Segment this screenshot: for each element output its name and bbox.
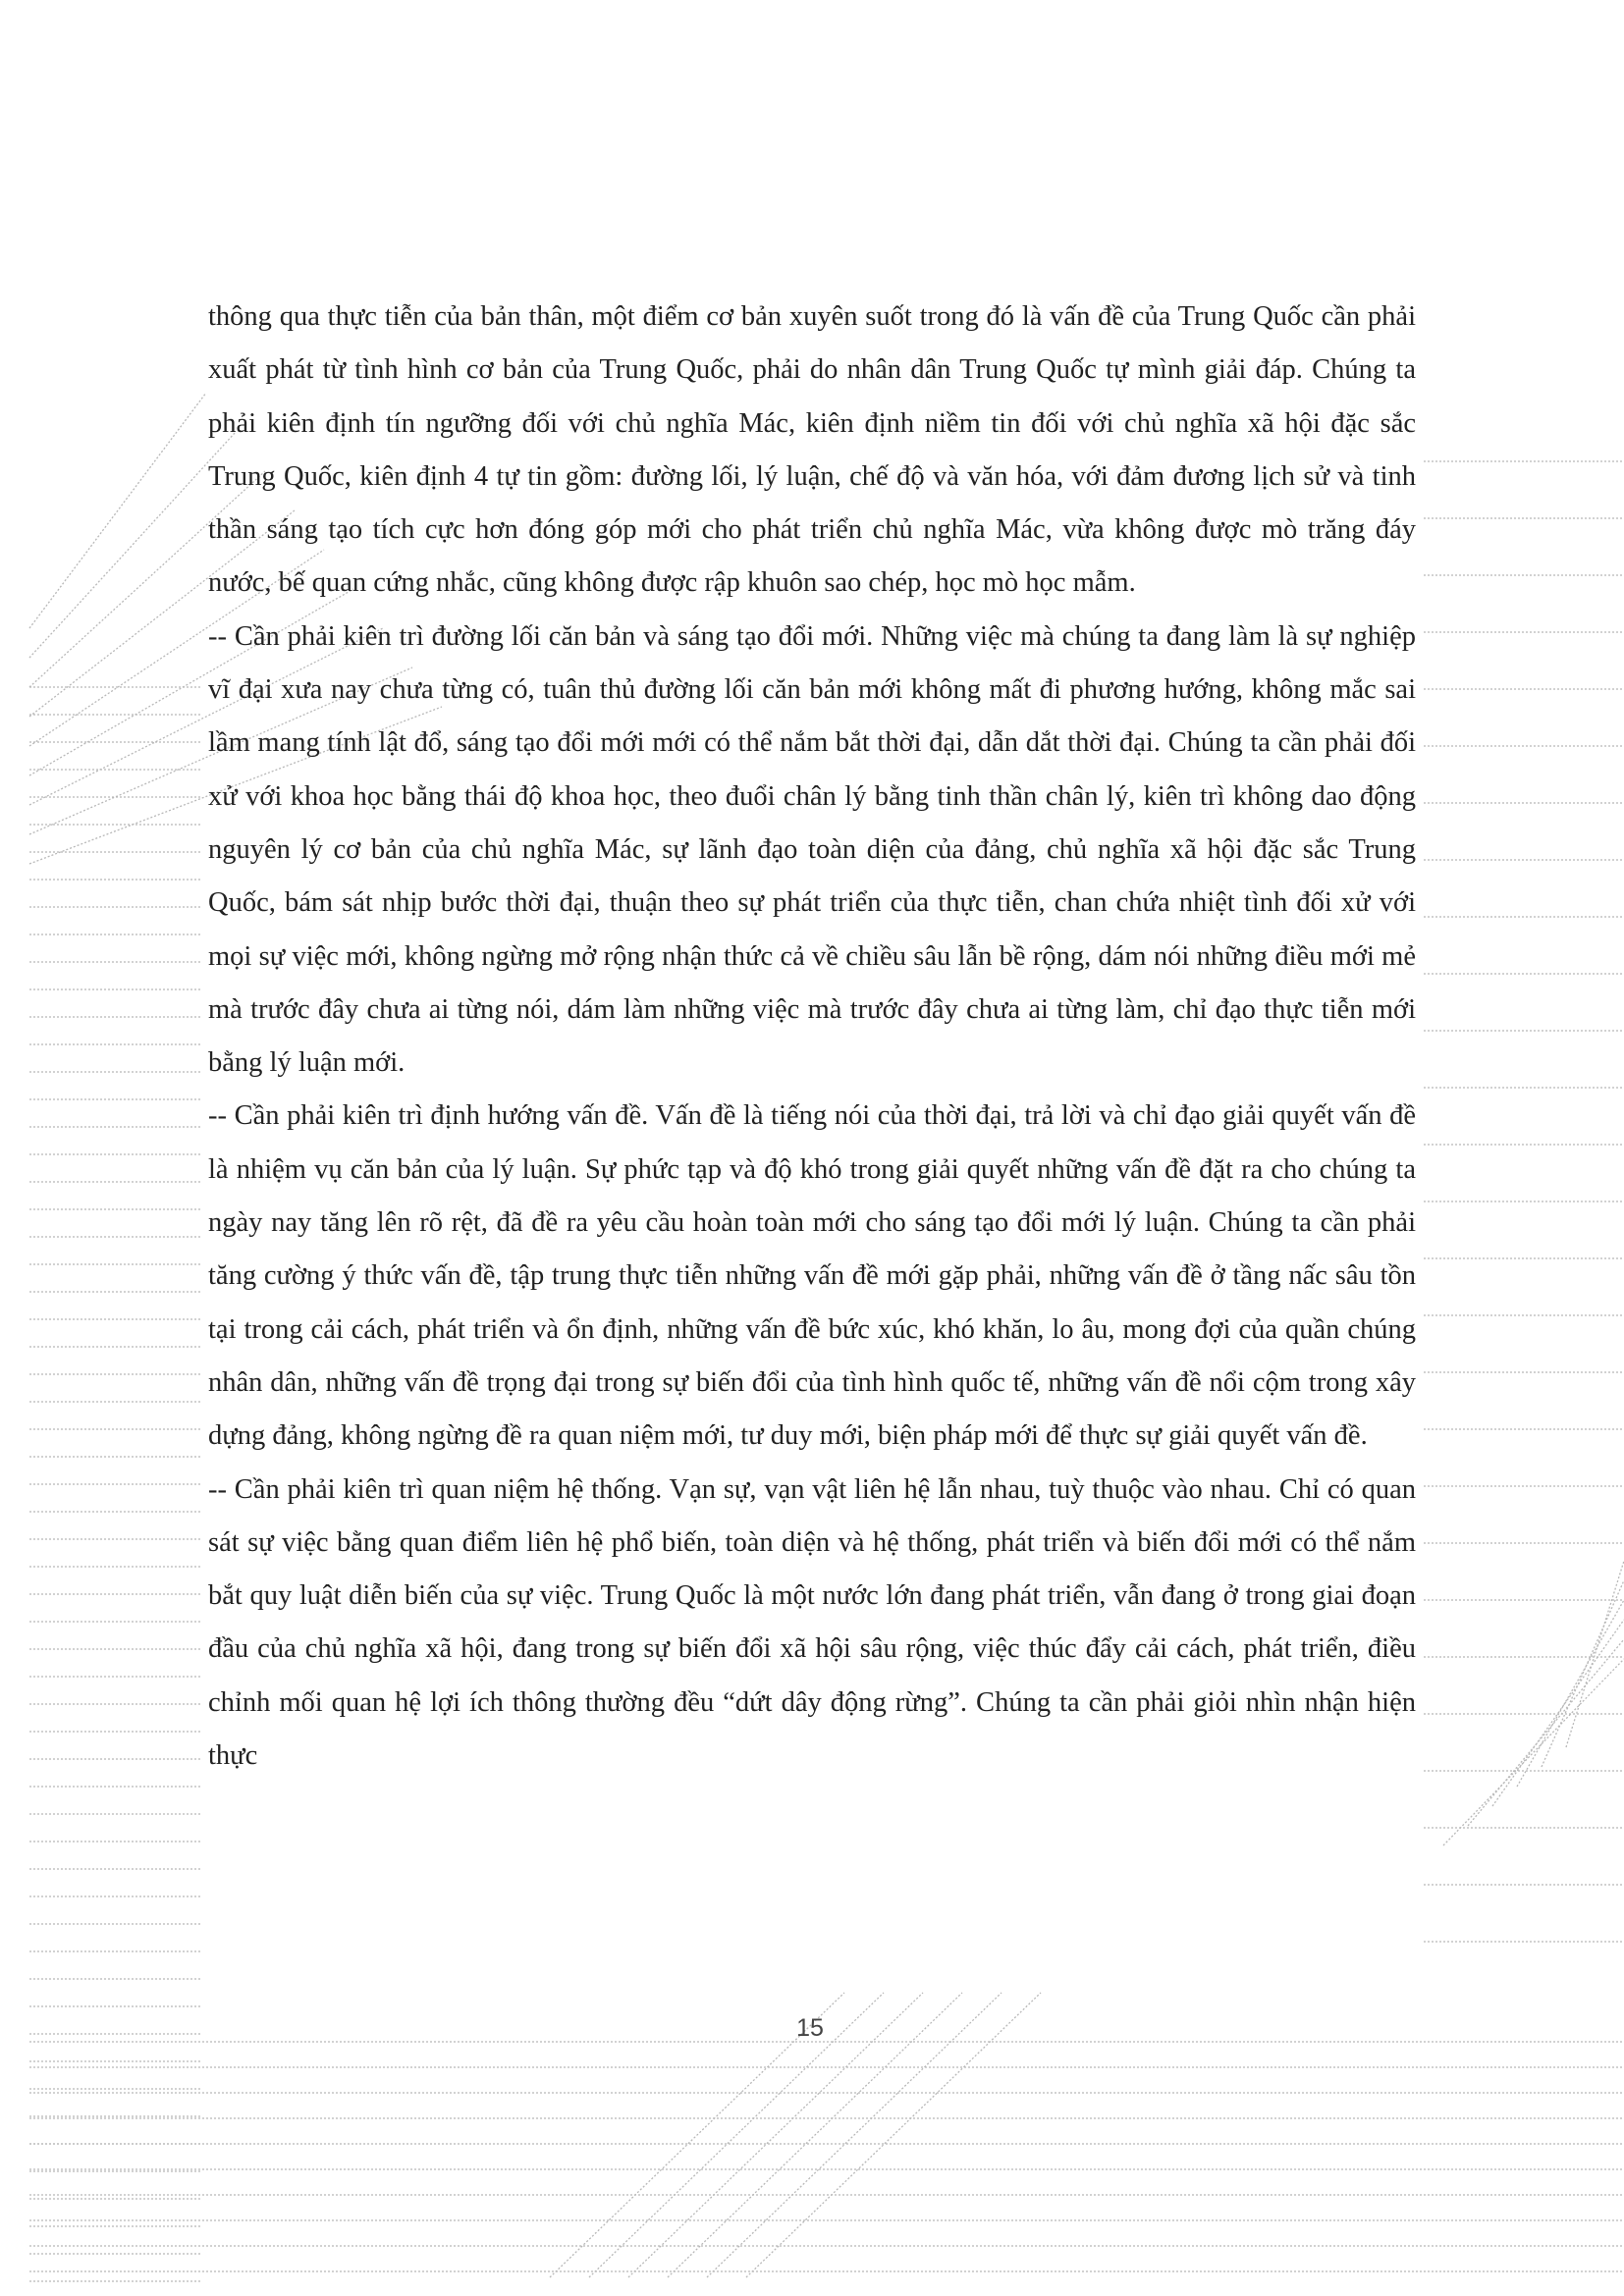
decorative-diagonal-line bbox=[1517, 1600, 1624, 1787]
paragraph: -- Cần phải kiên trì quan niệm hệ thống. Vạn sự, vạn vật liên hệ lẫn nhau, tuỳ thuộc vào nhau. Chỉ có quan sát sự việc bằng quan điểm liên hệ phổ biến, toàn diện và hệ thống, phát triển và biến đổi mới có thể nắm bắt quy luật diễn biến của sự việc. Trung Quốc là một nước lớn đang phát triển, vẫn đang ở trong giai đoạn đầu của chủ nghĩa xã hội, đang trong sự biến đổi xã hội sâu rộng, việc thúc đẩy cải cách, phát triển, điều chỉnh mối quan hệ lợi ích thông thường đều “dứt dây động rừng”. Chúng ta cần phải giỏi nhìn nhận hiện thực bbox=[208, 1473, 1416, 1772]
page-body bbox=[208, 291, 1416, 1783]
decorative-diagonal-line bbox=[29, 432, 236, 658]
decorative-diagonal-line bbox=[1492, 1620, 1624, 1806]
decorative-diagonal-line bbox=[29, 393, 206, 628]
decorative-diagonal-line bbox=[707, 1993, 1001, 2277]
paragraph: thông qua thực tiễn của bản thân, một điểm cơ bản xuyên suốt trong đó là vấn đề của Trung Quốc cần phải xuất phát từ tình hình cơ bản của Trung Quốc, phải do nhân dân Trung Quốc tự mình giải đáp. Chúng ta phải kiên định tín ngưỡng đối với chủ nghĩa Mác, kiên định niềm tin đối với chủ nghĩa xã hội đặc sắc Trung Quốc, kiên định 4 tự tin gồm: đường lối, lý luận, chế độ và văn hóa, với đảm đương lịch sử và tinh thần sáng tạo tích cực hơn đóng góp mới cho phát triển chủ nghĩa Mác, vừa không được mò trăng đáy nước, bế quan cứng nhắc, cũng không được rập khuôn sao chép, học mò học mẫm. bbox=[208, 301, 1416, 599]
decorative-diagonal-line bbox=[1468, 1639, 1624, 1826]
decorative-diagonal-line bbox=[1542, 1580, 1624, 1767]
page-number: 15 bbox=[796, 2014, 824, 2042]
paragraph: -- Cần phải kiên trì định hướng vấn đề. Vấn đề là tiếng nói của thời đại, trả lời và chỉ đạo giải quyết vấn đề là nhiệm vụ căn bản của lý luận. Sự phức tạp và độ khó trong giải quyết những vấn đề đặt ra cho chúng ta ngày nay tăng lên rõ rệt, đã đề ra yêu cầu hoàn toàn mới cho sáng tạo đổi mới lý luận. Chúng ta cần phải tăng cường ý thức vấn đề, tập trung thực tiễn những vấn đề mới gặp phải, những vấn đề ở tầng nấc sâu tồn tại trong cải cách, phát triển và ổn định, những vấn đề bức xúc, khó khăn, lo âu, mong đợi của quần chúng nhân dân, những vấn đề trọng đại trong sự biến đổi của tình hình quốc tế, những vấn đề nổi cộm trong xây dựng đảng, không ngừng đề ra quan niệm mới, tư duy mới, biện pháp mới để thực sự giải quyết vấn đề. bbox=[208, 1100, 1416, 1452]
decorative-diagonal-line bbox=[1443, 1659, 1624, 1845]
decorative-diagonal-line bbox=[1566, 1561, 1624, 1747]
paragraph: -- Cần phải kiên trì đường lối căn bản và sáng tạo đổi mới. Những việc mà chúng ta đang làm là sự nghiệp vĩ đại xưa nay chưa từng có, tuân thủ đường lối căn bản mới không mất đi phương hướng, không mắc sai lầm mang tính lật đổ, sáng tạo đổi mới mới có thể nắm bắt thời đại, dẫn dắt thời đại. Chúng ta cần phải đối xử với khoa học bằng thái độ khoa học, theo đuổi chân lý bằng tinh thần chân lý, kiên trì không dao động nguyên lý cơ bản của chủ nghĩa Mác, sự lãnh đạo toàn diện của đảng, chủ nghĩa xã hội đặc sắc Trung Quốc, bám sát nhịp bước thời đại, thuận theo sự phát triển của thực tiễn, chan chứa nhiệt tình đối xử với mọi sự việc mới, không ngừng mở rộng nhận thức cả về chiều sâu lẫn bề rộng, dám nói những điều mới mẻ mà trước đây chưa ai từng nói, dám làm những việc mà trước đây chưa ai từng làm, chỉ đạo thực tiễn mới bằng lý luận mới. bbox=[208, 620, 1416, 1079]
